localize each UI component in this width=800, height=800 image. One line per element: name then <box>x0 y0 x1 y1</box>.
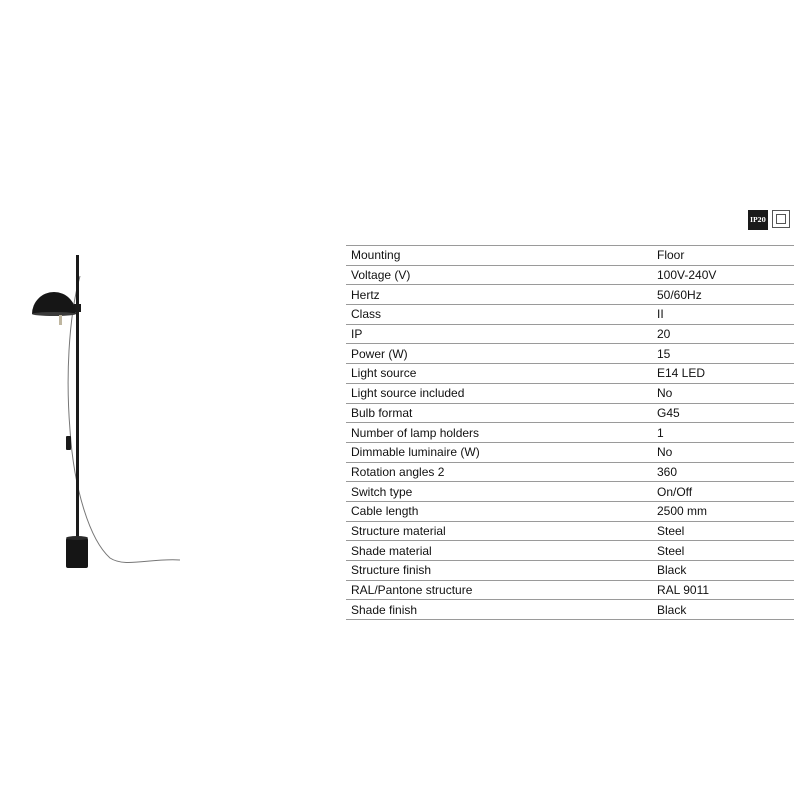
spec-label: IP <box>346 324 652 344</box>
spec-label: Number of lamp holders <box>346 423 652 443</box>
table-row <box>346 305 794 325</box>
spec-value: RAL 9011 <box>652 580 794 600</box>
table-row <box>346 521 794 541</box>
certification-badges <box>748 210 790 230</box>
table-row <box>346 246 794 266</box>
spec-label: Mounting <box>346 246 652 266</box>
table-row <box>346 442 794 462</box>
spec-label: Dimmable luminaire (W) <box>346 442 652 462</box>
spec-value: 20 <box>652 324 794 344</box>
spec-value: 360 <box>652 462 794 482</box>
spec-value: Black <box>652 600 794 620</box>
table-row <box>346 403 794 423</box>
spec-label: Class <box>346 305 652 325</box>
spec-label: Hertz <box>346 285 652 305</box>
specifications-table <box>346 245 794 620</box>
spec-label: RAL/Pantone structure <box>346 580 652 600</box>
spec-label: Switch type <box>346 482 652 502</box>
spec-label: Bulb format <box>346 403 652 423</box>
spec-label: Shade material <box>346 541 652 561</box>
spec-value: No <box>652 442 794 462</box>
spec-label: Structure finish <box>346 561 652 581</box>
spec-value: Floor <box>652 246 794 266</box>
spec-value: 50/60Hz <box>652 285 794 305</box>
spec-label: Power (W) <box>346 344 652 364</box>
table-row <box>346 344 794 364</box>
table-row <box>346 364 794 384</box>
floor-lamp-image <box>20 240 200 580</box>
table-row <box>346 580 794 600</box>
ip20-icon: IP20 <box>748 210 768 230</box>
table-row <box>346 561 794 581</box>
spec-label: Structure material <box>346 521 652 541</box>
spec-label: Shade finish <box>346 600 652 620</box>
spec-value: G45 <box>652 403 794 423</box>
table-row <box>346 600 794 620</box>
class-ii-icon <box>772 210 790 228</box>
table-row <box>346 265 794 285</box>
table-row <box>346 423 794 443</box>
spec-label: Voltage (V) <box>346 265 652 285</box>
spec-value: 15 <box>652 344 794 364</box>
table-row <box>346 501 794 521</box>
spec-value: Black <box>652 561 794 581</box>
spec-label: Rotation angles 2 <box>346 462 652 482</box>
spec-value: Steel <box>652 521 794 541</box>
spec-value: II <box>652 305 794 325</box>
table-row <box>346 285 794 305</box>
table-row <box>346 383 794 403</box>
spec-value: 2500 mm <box>652 501 794 521</box>
table-row <box>346 541 794 561</box>
table-row <box>346 324 794 344</box>
spec-value: Steel <box>652 541 794 561</box>
spec-label: Light source included <box>346 383 652 403</box>
spec-value: On/Off <box>652 482 794 502</box>
spec-value: 1 <box>652 423 794 443</box>
spec-value: 100V-240V <box>652 265 794 285</box>
table-row <box>346 482 794 502</box>
spec-value: E14 LED <box>652 364 794 384</box>
spec-value: No <box>652 383 794 403</box>
table-row <box>346 462 794 482</box>
spec-label: Cable length <box>346 501 652 521</box>
spec-label: Light source <box>346 364 652 384</box>
